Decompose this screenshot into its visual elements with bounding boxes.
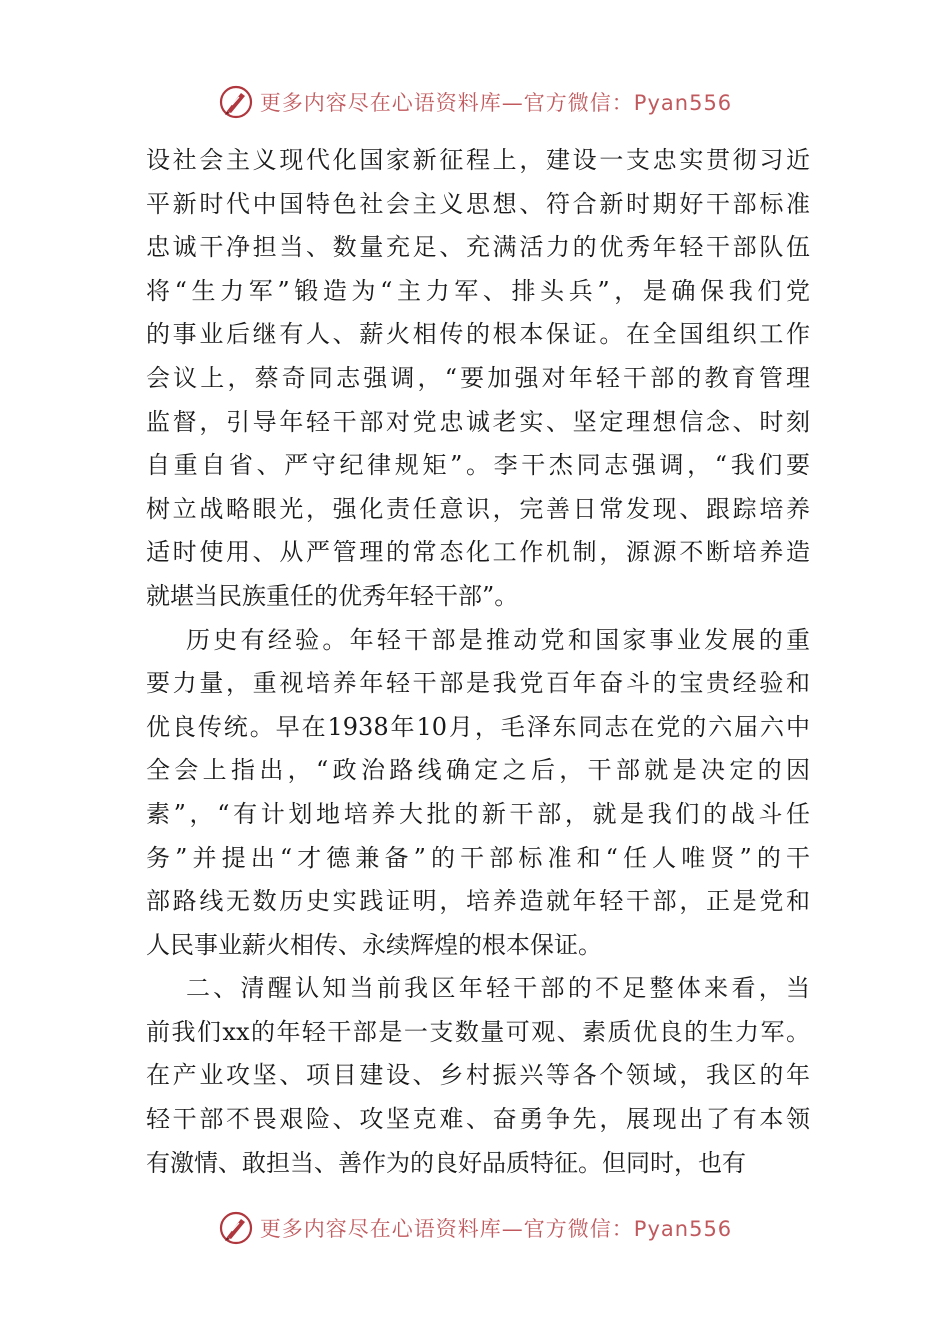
text-line: 素”，“有计划地培养大批的新干部，就是我们的战斗任 [146, 799, 810, 828]
text-line: 平新时代中国特色社会主义思想、符合新时期好干部标准 [146, 189, 810, 218]
text-line: 在产业攻坚、项目建设、乡村振兴等各个领域，我区的年 [146, 1061, 810, 1090]
text-line: 前我们xx的年轻干部是一支数量可观、素质优良的生力军。 [146, 1017, 810, 1046]
banner-text: 更多内容尽在心语资料库—官方微信：Pyan556 [259, 91, 733, 115]
text-line: 部路线无数历史实践证明，培养造就年轻干部，正是党和 [146, 887, 810, 916]
text-line: 适时使用、从严管理的常态化工作机制，源源不断培养造 [146, 538, 810, 567]
document-body [146, 139, 810, 1185]
text-line: 的事业后继有人、薪火相传的根本保证。在全国组织工作 [146, 320, 810, 349]
text-line: 自重自省、严守纪律规矩”。李干杰同志强调，“我们要 [146, 451, 810, 480]
text-line: 人民事业薪火相传、永续辉煌的根本保证。 [146, 930, 602, 959]
quill-logo-icon [218, 84, 254, 120]
text-line: 轻干部不畏艰险、攻坚克难、奋勇争先，展现出了有本领 [146, 1105, 810, 1134]
text-line: 历史有经验。年轻干部是推动党和国家事业发展的重 [186, 625, 810, 654]
paragraph [146, 139, 810, 619]
text-line: 监督，引导年轻干部对党忠诚老实、坚定理想信念、时刻 [146, 407, 810, 436]
header-banner [0, 82, 950, 122]
text-line: 会议上，蔡奇同志强调，“要加强对年轻干部的教育管理 [146, 363, 810, 392]
text-line: 将“生力军”锻造为“主力军、排头兵”，是确保我们党 [146, 276, 810, 305]
paragraph [146, 619, 810, 968]
text-line: 优良传统。早在1938年10月，毛泽东同志在党的六届六中 [146, 712, 810, 741]
text-line: 就堪当民族重任的优秀年轻干部”。 [146, 581, 519, 610]
footer-banner [0, 1208, 950, 1248]
text-line: 忠诚干净担当、数量充足、充满活力的优秀年轻干部队伍 [146, 233, 810, 262]
text-line: 树立战略眼光，强化责任意识，完善日常发现、跟踪培养 [146, 494, 810, 523]
text-line: 有激情、敢担当、善作为的良好品质特征。但同时，也有 [146, 1148, 746, 1177]
text-line: 二、清醒认知当前我区年轻干部的不足整体来看，当 [186, 974, 810, 1003]
text-line: 全会上指出，“政治路线确定之后，干部就是决定的因 [146, 756, 810, 785]
banner-text: 更多内容尽在心语资料库—官方微信：Pyan556 [259, 1217, 733, 1241]
text-line: 要力量，重视培养年轻干部是我党百年奋斗的宝贵经验和 [146, 669, 810, 698]
paragraph [146, 967, 810, 1185]
text-line: 务”并提出“才德兼备”的干部标准和“任人唯贤”的干 [146, 843, 810, 872]
text-line: 设社会主义现代化国家新征程上，建设一支忠实贯彻习近 [146, 146, 810, 174]
quill-logo-icon [218, 1210, 254, 1246]
